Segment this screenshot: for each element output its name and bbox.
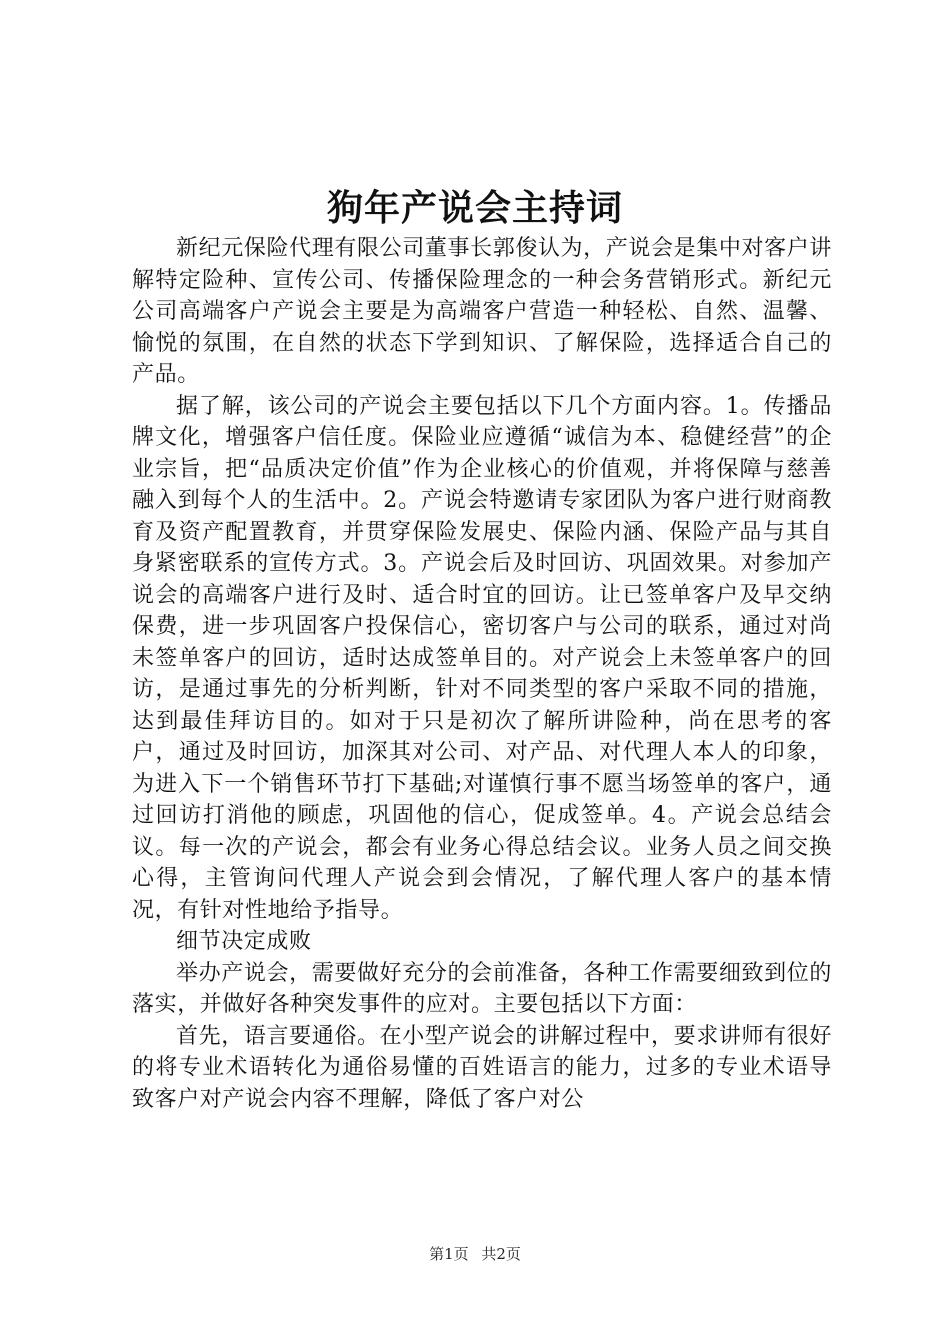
document-body [132, 233, 832, 1115]
document-title: 狗年产说会主持词 [326, 187, 623, 229]
paragraph-intro: 新纪元保险代理有限公司董事长郭俊认为，产说会是集中对客户讲解特定险种、宣传公司、传播保险理念的一种会务营销形式。新纪元公司高端客户产说会主要是为高端客户营造一种轻松、自然、温馨、愉悦的氛围，在自然的状态下学到知识、了解保险，选择适合自己的产品。 [132, 236, 832, 387]
paragraph-content: 据了解，该公司的产说会主要包括以下几个方面内容。1。传播品牌文化，增强客户信任度。保险业应遵循“诚信为本、稳健经营”的企业宗旨，把“品质决定价值”作为企业核心的价值观，并将保障与慈善融入到每个人的生活中。2。产说会特邀请专家团队为客户进行财商教育及资产配置教育，并贯穿保险发展史、保险内涵、保险产品与其自身紧密联系的宣传方式。3。产说会后及时回访、巩固效果。对参加产说会的高端客户进行及时、适合时宜的回访。让已签单客户及早交纳保费，进一步巩固客户投保信心，密切客户与公司的联系，通过对尚未签单客户的回访，适时达成签单目的。对产说会上未签单客户的回访，是通过事先的分析判断，针对不同类型的客户采取不同的措施，达到最佳拜访目的。如对于只是初次了解所讲险种，尚在思考的客户，通过及时回访，加深其对公司、对产品、对代理人本人的印象，为进入下一个销售环节打下基础;对谨慎行事不愿当场签单的客户，通过回访打消他的顾虑，巩固他的信心，促成签单。4。产说会总结会议。每一次的产说会，都会有业务心得总结会议。业务人员之间交换心得，主管询问代理人产说会到会情况，了解代理人客户的基本情况，有针对性地给予指导。 [132, 393, 832, 923]
page-total: 共2页 [481, 1245, 521, 1263]
section-heading-details: 细节决定成败 [176, 929, 312, 954]
page-footer [0, 1244, 950, 1264]
page-number: 第1页 [429, 1245, 469, 1263]
paragraph-language: 首先，语言要通俗。在小型产说会的讲解过程中，要求讲师有很好的将专业术语转化为通俗易懂的百姓语言的能力，过多的专业术语导致客户对产说会内容不理解，降低了客户对公 [132, 1023, 832, 1112]
paragraph-preparation: 举办产说会，需要做好充分的会前准备，各种工作需要细致到位的落实，并做好各种突发事件的应对。主要包括以下方面： [132, 960, 832, 1017]
